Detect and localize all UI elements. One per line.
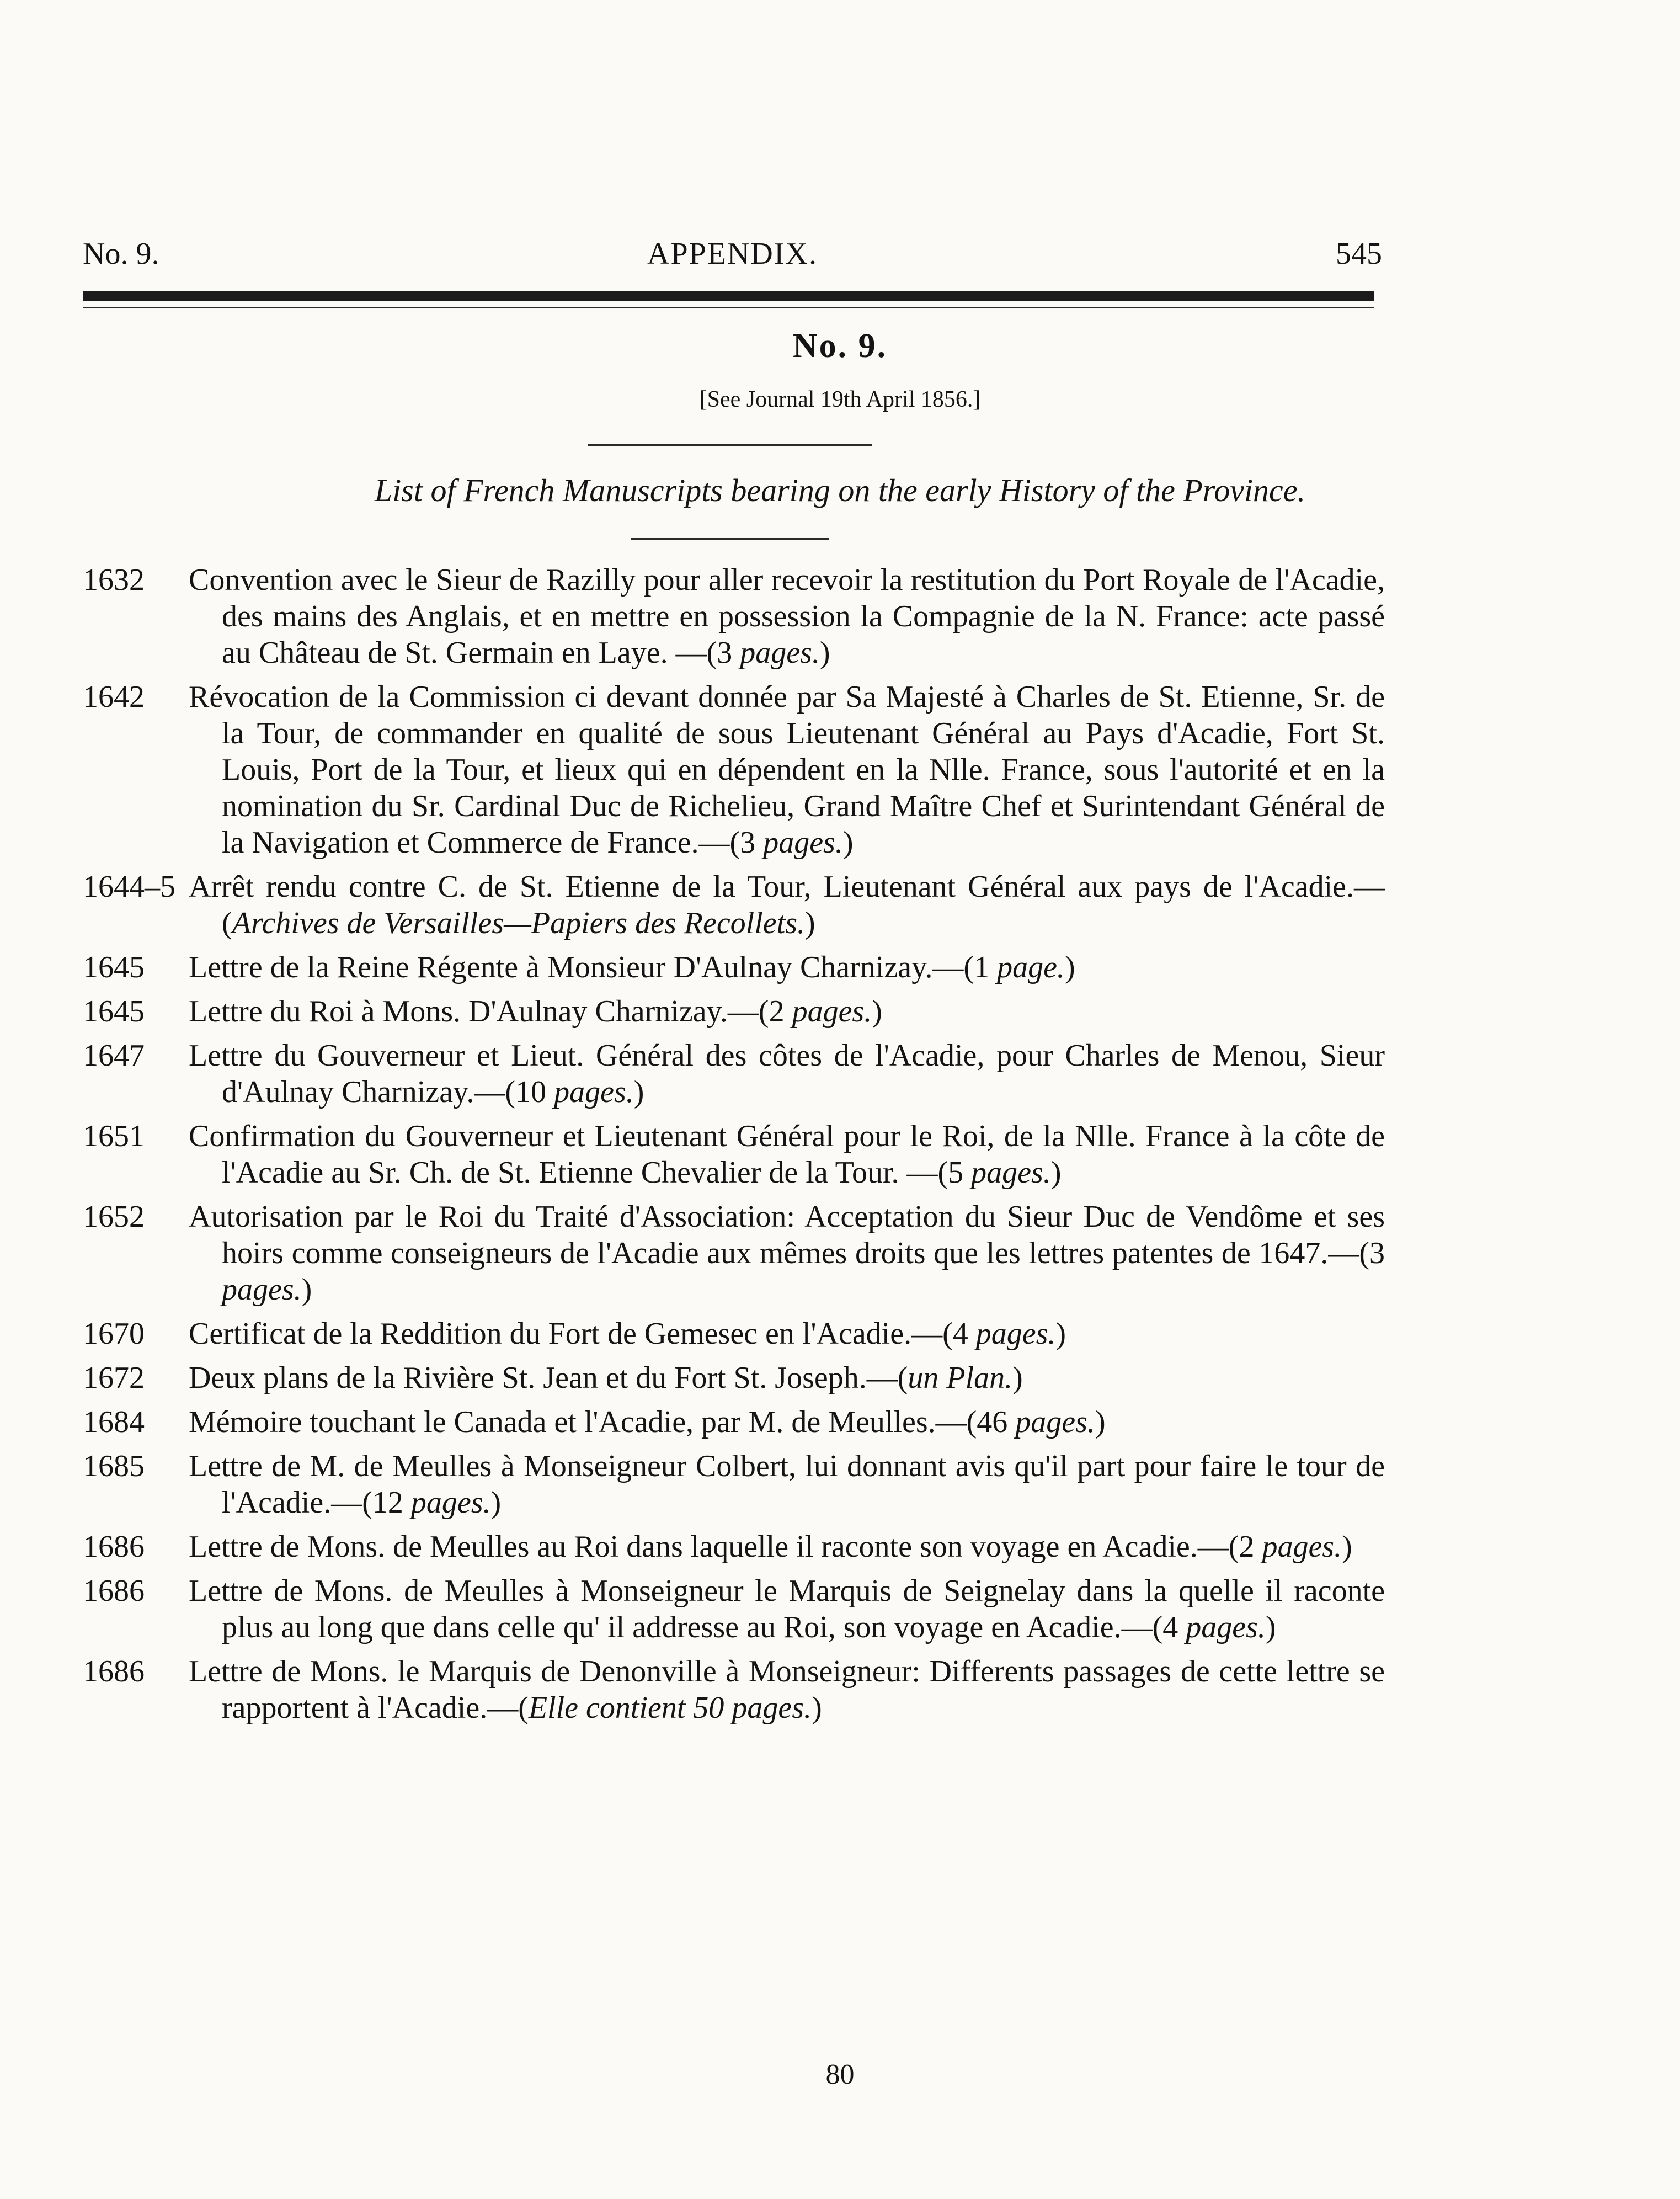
entry-close-paren: ): [1012, 1361, 1023, 1395]
list-item: [83, 1448, 1385, 1521]
list-item: [83, 869, 1385, 941]
entry-page-unit: pages.: [1015, 1405, 1095, 1439]
entry-description: [189, 1118, 1385, 1191]
entry-page-unit: pages.: [410, 1485, 491, 1520]
entry-text: Lettre de la Reine Régente à Monsieur D'Aulnay Charnizay.—(: [189, 950, 974, 984]
entry-close-paren: ): [490, 1485, 502, 1520]
entry-close-paren: ): [812, 1691, 822, 1725]
entry-page-unit: un Plan.: [908, 1361, 1013, 1395]
entry-page-count: 2: [1239, 1530, 1255, 1564]
entry-close-paren: ): [1055, 1317, 1066, 1351]
entry-close-paren: ): [301, 1272, 312, 1307]
list-item: [83, 1316, 1385, 1352]
header-rule-thin: [83, 307, 1374, 308]
entry-description: [189, 1316, 1385, 1352]
entry-page-unit: Archives de Versailles—Papiers des Recollets.: [232, 906, 806, 940]
entry-year: 1645: [83, 950, 145, 984]
list-item: [83, 1360, 1385, 1396]
entry-text: Lettre de Mons. le Marquis de Denonville à Monseigneur: Differents passages de cette lettre se rapportent à l'Acadie.—(: [189, 1654, 1385, 1725]
header-section-label: No. 9.: [83, 237, 159, 271]
entry-page-unit: pages.: [1262, 1530, 1342, 1564]
entry-year: 1644–5: [83, 870, 175, 904]
entry-close-paren: ): [1265, 1610, 1276, 1644]
entry-text: Lettre du Gouverneur et Lieut. Général des côtes de l'Acadie, pour Charles de Menou, Sieur d'Aulnay Charnizay.—(: [189, 1039, 1385, 1109]
entry-text: Autorisation par le Roi du Traité d'Association: Acceptation du Sieur Duc de Vendôme et ses hoirs comme conseigneurs de l'Acadie aux mêmes droits que les lettres patentes de 1647.—(: [189, 1200, 1385, 1270]
entry-page-count: 3: [1369, 1236, 1385, 1270]
entry-close-paren: ): [1342, 1530, 1352, 1564]
entry-close-paren: ): [1064, 950, 1075, 984]
entry-page-count: 4: [952, 1317, 968, 1351]
entry-description: [189, 1037, 1385, 1110]
header-rule-thick: [83, 291, 1374, 301]
entry-description: [189, 679, 1385, 861]
entry-close-paren: ): [633, 1075, 644, 1109]
entry-description: [189, 562, 1385, 671]
divider-rule: [631, 538, 829, 540]
entry-page-unit: pages.: [971, 1156, 1051, 1190]
entry-page-count: 1: [974, 950, 990, 984]
entry-text: Arrêt rendu contre C. de St. Etienne de la Tour, Lieutenant Général aux pays de l'Acadie.—(: [189, 870, 1385, 940]
entry-text: Convention avec le Sieur de Razilly pour aller recevoir la restitution du Port Royale de l'Acadie, des mains des Anglais, et en mettre en possession la Compagnie de la N. France: acte passé au Château de St. Germain en Laye. —(: [189, 563, 1385, 670]
list-item: [83, 1573, 1385, 1646]
list-item: [83, 1037, 1385, 1110]
entry-year: 1642: [83, 680, 145, 714]
entry-page-count: 3: [717, 636, 733, 670]
entry-text: Lettre de Mons. de Meulles au Roi dans laquelle il raconte son voyage en Acadie.—(: [189, 1530, 1239, 1564]
entry-text: Lettre de Mons. de Meulles à Monseigneur le Marquis de Seignelay dans la quelle il raconte plus au long que dans celle qu' il addresse au Roi, son voyage en Acadie.—(: [189, 1574, 1385, 1644]
entry-text: Certificat de la Reddition du Fort de Gemesec en l'Acadie.—(: [189, 1317, 953, 1351]
manuscript-list: [83, 562, 1385, 1734]
entry-year: 1645: [83, 994, 145, 1029]
entry-text: Confirmation du Gouverneur et Lieutenant Général pour le Roi, de la Nlle. France à la côte de l'Acadie au Sr. Ch. de St. Etienne Chevalier de la Tour. —(: [189, 1119, 1385, 1190]
entry-page-count: 5: [948, 1156, 964, 1190]
entry-year: 1651: [83, 1119, 145, 1153]
list-item: [83, 1118, 1385, 1191]
entry-year: 1686: [83, 1654, 145, 1689]
entry-description: [189, 949, 1385, 986]
entry-text: Lettre de M. de Meulles à Monseigneur Colbert, lui donnant avis qu'il part pour faire le tour de l'Acadie.—(: [189, 1449, 1385, 1520]
entry-close-paren: ): [805, 906, 815, 940]
entry-close-paren: ): [1095, 1405, 1106, 1439]
entry-close-paren: ): [819, 636, 830, 670]
entry-page-count: 10: [515, 1075, 547, 1109]
entry-year: 1672: [83, 1361, 145, 1395]
entry-description: [189, 1360, 1385, 1396]
entry-page-unit: pages.: [763, 826, 843, 860]
entry-page-count: 46: [977, 1405, 1008, 1439]
entry-page-unit: pages.: [222, 1272, 302, 1307]
list-item: [83, 1199, 1385, 1308]
entry-page-unit: pages.: [1186, 1610, 1266, 1644]
entry-page-count: 4: [1162, 1610, 1178, 1644]
entry-page-unit: pages.: [792, 994, 872, 1029]
entry-page-count: 3: [740, 826, 756, 860]
entry-page-unit: pages.: [975, 1317, 1056, 1351]
entry-text: Lettre du Roi à Mons. D'Aulnay Charnizay.—(: [189, 994, 769, 1029]
entry-year: 1684: [83, 1405, 145, 1439]
entry-text: Mémoire touchant le Canada et l'Acadie, par M. de Meulles.—(: [189, 1405, 977, 1439]
header-title: APPENDIX.: [647, 237, 818, 271]
list-item: [83, 1529, 1385, 1565]
entry-year: 1652: [83, 1200, 145, 1234]
entry-page-count: 2: [769, 994, 785, 1029]
list-item: [83, 993, 1385, 1030]
entry-page-unit: pages.: [554, 1075, 634, 1109]
list-item: [83, 1404, 1385, 1440]
entry-description: [189, 869, 1385, 941]
list-title: List of French Manuscripts bearing on the early History of the Province.: [374, 472, 1306, 508]
entry-page-unit: pages.: [740, 636, 820, 670]
running-header: [83, 236, 1382, 280]
entry-description: [189, 993, 1385, 1030]
signature-mark: 80: [825, 2059, 855, 2090]
journal-reference: [See Journal 19th April 1856.]: [699, 387, 981, 412]
list-item: [83, 679, 1385, 861]
entry-close-paren: ): [1050, 1156, 1062, 1190]
entry-year: 1685: [83, 1449, 145, 1483]
list-item: [83, 562, 1385, 671]
entry-description: [189, 1573, 1385, 1646]
entry-text: Révocation de la Commission ci devant donnée par Sa Majesté à Charles de St. Etienne, Sr. de la Tour, de commander en qualité de sous Lieutenant Général au Pays d'Acadie, Fort St. Louis, Port de la Tour, et lieux qui en dépendent en la Nlle. France, sous l'autorité et en la nomination du Sr. Cardinal Duc de Richelieu, Grand Maître Chef et Surintendant Général de la Navigation et Commerce de France.—(: [189, 680, 1385, 860]
list-item: [83, 1653, 1385, 1726]
entry-description: [189, 1404, 1385, 1440]
entry-description: [189, 1529, 1385, 1565]
entry-year: 1670: [83, 1317, 145, 1351]
section-number: No. 9.: [792, 327, 888, 365]
entry-page-unit: Elle contient 50 pages.: [528, 1691, 812, 1725]
page-number: 545: [1336, 237, 1382, 271]
entry-year: 1632: [83, 563, 145, 597]
entry-year: 1686: [83, 1574, 145, 1608]
entry-description: [189, 1199, 1385, 1308]
entry-description: [189, 1653, 1385, 1726]
divider-rule: [588, 444, 872, 446]
list-item: [83, 949, 1385, 986]
entry-year: 1686: [83, 1530, 145, 1564]
entry-close-paren: ): [842, 826, 854, 860]
entry-description: [189, 1448, 1385, 1521]
entry-page-count: 12: [372, 1485, 403, 1520]
entry-page-unit: page.: [997, 950, 1065, 984]
entry-text: Deux plans de la Rivière St. Jean et du Fort St. Joseph.—(: [189, 1361, 908, 1395]
entry-close-paren: ): [872, 994, 882, 1029]
entry-year: 1647: [83, 1039, 145, 1073]
